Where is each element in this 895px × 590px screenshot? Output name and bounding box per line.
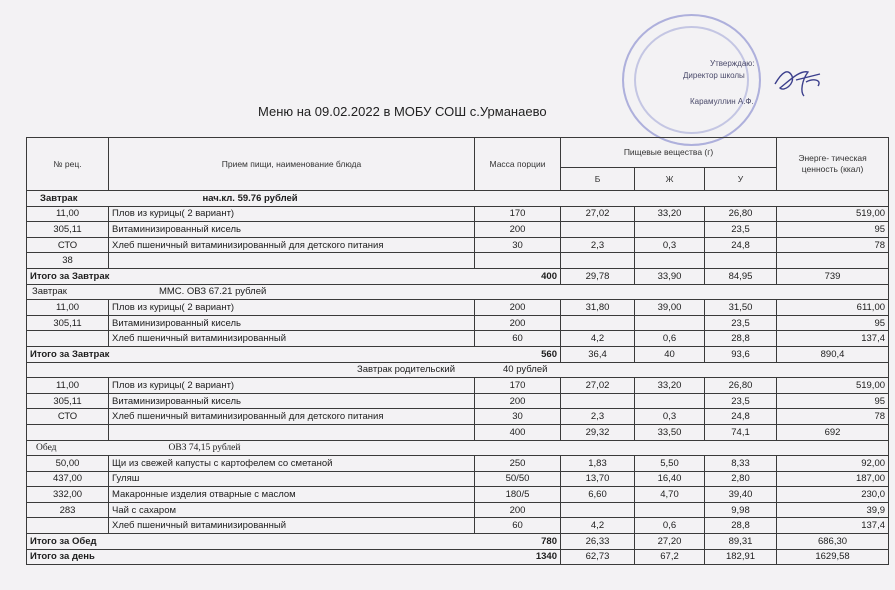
recipe-number: 283 xyxy=(27,502,109,518)
page-title: Меню на 09.02.2022 в МОБУ СОШ с.Урманаево xyxy=(258,104,547,119)
protein-value: 4,2 xyxy=(561,331,635,347)
total-row xyxy=(27,534,889,550)
dish-name: Витаминизированный кисель xyxy=(109,222,475,238)
recipe-number: 332,00 xyxy=(27,487,109,503)
approval-line-2: Директор школы xyxy=(683,71,745,80)
total-label-cell xyxy=(27,268,561,284)
section-header-cell xyxy=(27,284,889,300)
total-fat: 33,90 xyxy=(635,268,705,284)
recipe-number: 305,11 xyxy=(27,393,109,409)
carbs-value: 9,98 xyxy=(705,502,777,518)
total-energy: 739 xyxy=(777,268,889,284)
carbs-value: 24,8 xyxy=(705,409,777,425)
section-header-row xyxy=(27,284,889,300)
energy-value: 230,0 xyxy=(777,487,889,503)
section-price: ОВЗ 74,15 рублей xyxy=(168,442,241,453)
protein-value: 6,60 xyxy=(561,487,635,503)
carbs-value: 23,5 xyxy=(705,315,777,331)
protein-value: 27,02 xyxy=(561,378,635,394)
empty-cell xyxy=(109,424,475,440)
energy-value: 611,00 xyxy=(777,300,889,316)
total-carbs: 93,6 xyxy=(705,346,777,362)
portion-mass: 200 xyxy=(475,315,561,331)
total-carbs: 84,95 xyxy=(705,268,777,284)
energy-value: 137,4 xyxy=(777,331,889,347)
portion-mass: 250 xyxy=(475,456,561,472)
protein-value: 2,3 xyxy=(561,237,635,253)
fat-value: 39,00 xyxy=(635,300,705,316)
energy-value: 95 xyxy=(777,315,889,331)
table-row xyxy=(27,253,889,269)
fat-value: 5,50 xyxy=(635,456,705,472)
portion-mass: 30 xyxy=(475,409,561,425)
total-fat: 67,2 xyxy=(635,549,705,565)
energy-value: 187,00 xyxy=(777,471,889,487)
total-label: Итого за Обед xyxy=(30,535,97,547)
total-row xyxy=(27,346,889,362)
total-label-cell xyxy=(27,346,561,362)
portion-mass: 200 xyxy=(475,393,561,409)
fat-value: 4,70 xyxy=(635,487,705,503)
table-row xyxy=(27,471,889,487)
total-energy: 1629,58 xyxy=(777,549,889,565)
protein-value: 31,80 xyxy=(561,300,635,316)
fat-value xyxy=(635,315,705,331)
dish-name: Чай с сахаром xyxy=(109,502,475,518)
portion-mass: 30 xyxy=(475,237,561,253)
fat-value: 0,3 xyxy=(635,237,705,253)
total-fat: 27,20 xyxy=(635,534,705,550)
total-label: Итого за Завтрак xyxy=(30,270,110,282)
total-mass: 560 xyxy=(541,348,557,360)
section-header-cell xyxy=(27,191,889,207)
carbs-value: 28,8 xyxy=(705,518,777,534)
portion-mass: 180/5 xyxy=(475,487,561,503)
recipe-number: 11,00 xyxy=(27,378,109,394)
recipe-number: 11,00 xyxy=(27,300,109,316)
portion-mass: 200 xyxy=(475,300,561,316)
section-label: Завтрак xyxy=(32,286,67,298)
energy-value: 78 xyxy=(777,237,889,253)
section-price: ММС. ОВЗ 67.21 рублей xyxy=(158,286,267,298)
fat-value: 33,20 xyxy=(635,378,705,394)
recipe-number: СТО xyxy=(27,409,109,425)
protein-value xyxy=(561,253,635,269)
total-label: Итого за день xyxy=(30,551,95,563)
header-dish: Прием пищи, наименование блюда xyxy=(109,138,475,191)
energy-value: 519,00 xyxy=(777,206,889,222)
header-carbs: У xyxy=(705,168,777,191)
portion-mass: 200 xyxy=(475,222,561,238)
recipe-number: 50,00 xyxy=(27,456,109,472)
header-mass: Масса порции xyxy=(475,138,561,191)
dish-name: Плов из курицы( 2 вариант) xyxy=(109,300,475,316)
header-energy: Энерге- тическая ценность (ккал) xyxy=(777,138,889,191)
protein-value: 13,70 xyxy=(561,471,635,487)
table-row xyxy=(27,518,889,534)
dish-name: Гуляш xyxy=(109,471,475,487)
carbs-value: 39,40 xyxy=(705,487,777,503)
dish-name: Макаронные изделия отварные с маслом xyxy=(109,487,475,503)
approval-line-3: Карамуллин А.Ф. xyxy=(690,97,754,106)
subtotal-carbs: 74,1 xyxy=(705,424,777,440)
total-protein: 26,33 xyxy=(561,534,635,550)
fat-value: 33,20 xyxy=(635,206,705,222)
table-row xyxy=(27,502,889,518)
protein-value xyxy=(561,502,635,518)
recipe-number xyxy=(27,518,109,534)
protein-value xyxy=(561,222,635,238)
portion-mass: 60 xyxy=(475,518,561,534)
fat-value xyxy=(635,502,705,518)
total-mass: 400 xyxy=(541,270,557,282)
dish-name: Витаминизированный кисель xyxy=(109,315,475,331)
director-signature xyxy=(770,62,830,102)
section-label: Завтрак родительский xyxy=(357,364,456,376)
section-price: нач.кл. 59.76 рублей xyxy=(202,192,298,204)
total-label-cell xyxy=(27,534,561,550)
section-header-row xyxy=(27,362,889,378)
table-row xyxy=(27,222,889,238)
total-label: Итого за Завтрак xyxy=(30,348,110,360)
carbs-value: 2,80 xyxy=(705,471,777,487)
total-label-cell xyxy=(27,549,561,565)
carbs-value: 26,80 xyxy=(705,206,777,222)
carbs-value: 23,5 xyxy=(705,222,777,238)
table-row xyxy=(27,393,889,409)
total-row xyxy=(27,549,889,565)
subtotal-mass: 400 xyxy=(475,424,561,440)
dish-name: Плов из курицы( 2 вариант) xyxy=(109,206,475,222)
table-row xyxy=(27,487,889,503)
recipe-number: 305,11 xyxy=(27,222,109,238)
recipe-number: 305,11 xyxy=(27,315,109,331)
table-row xyxy=(27,456,889,472)
fat-value xyxy=(635,253,705,269)
energy-value: 39,9 xyxy=(777,502,889,518)
protein-value xyxy=(561,315,635,331)
total-protein: 62,73 xyxy=(561,549,635,565)
total-protein: 29,78 xyxy=(561,268,635,284)
subtotal-fat: 33,50 xyxy=(635,424,705,440)
carbs-value: 8,33 xyxy=(705,456,777,472)
portion-mass: 60 xyxy=(475,331,561,347)
dish-name: Хлеб пшеничный витаминизированный для детского питания xyxy=(109,409,475,425)
empty-cell xyxy=(27,424,109,440)
carbs-value: 23,5 xyxy=(705,393,777,409)
dish-name: Щи из свежей капусты с картофелем со сметаной xyxy=(109,456,475,472)
fat-value: 16,40 xyxy=(635,471,705,487)
total-energy: 686,30 xyxy=(777,534,889,550)
recipe-number: 38 xyxy=(27,253,109,269)
protein-value: 2,3 xyxy=(561,409,635,425)
total-carbs: 89,31 xyxy=(705,534,777,550)
subtotal-energy: 692 xyxy=(777,424,889,440)
fat-value: 0,6 xyxy=(635,331,705,347)
protein-value: 4,2 xyxy=(561,518,635,534)
section-price: 40 рублей xyxy=(503,364,548,376)
portion-mass: 170 xyxy=(475,378,561,394)
dish-name: Хлеб пшеничный витаминизированный для детского питания xyxy=(109,237,475,253)
fat-value: 0,6 xyxy=(635,518,705,534)
header-rec: № рец. xyxy=(27,138,109,191)
energy-value: 95 xyxy=(777,222,889,238)
energy-value: 95 xyxy=(777,393,889,409)
table-row xyxy=(27,300,889,316)
total-fat: 40 xyxy=(635,346,705,362)
section-header-cell xyxy=(27,440,889,456)
dish-name: Хлеб пшеничный витаминизированный xyxy=(109,518,475,534)
section-label: Обед xyxy=(36,442,57,453)
dish-name xyxy=(109,253,475,269)
total-carbs: 182,91 xyxy=(705,549,777,565)
recipe-number: 11,00 xyxy=(27,206,109,222)
fat-value xyxy=(635,393,705,409)
section-header-row xyxy=(27,440,889,456)
header-fat: Ж xyxy=(635,168,705,191)
protein-value: 27,02 xyxy=(561,206,635,222)
table-row xyxy=(27,331,889,347)
energy-value: 92,00 xyxy=(777,456,889,472)
table-row xyxy=(27,378,889,394)
portion-mass: 170 xyxy=(475,206,561,222)
dish-name: Хлеб пшеничный витаминизированный xyxy=(109,331,475,347)
carbs-value: 28,8 xyxy=(705,331,777,347)
fat-value: 0,3 xyxy=(635,409,705,425)
recipe-number xyxy=(27,331,109,347)
energy-value: 519,00 xyxy=(777,378,889,394)
total-row xyxy=(27,268,889,284)
energy-value: 78 xyxy=(777,409,889,425)
total-energy: 890,4 xyxy=(777,346,889,362)
table-row xyxy=(27,315,889,331)
total-mass: 780 xyxy=(541,535,557,547)
total-mass: 1340 xyxy=(535,551,557,563)
protein-value xyxy=(561,393,635,409)
carbs-value xyxy=(705,253,777,269)
header-protein: Б xyxy=(561,168,635,191)
protein-value: 1,83 xyxy=(561,456,635,472)
portion-mass: 50/50 xyxy=(475,471,561,487)
table-row xyxy=(27,409,889,425)
approval-line-1: Утверждаю: xyxy=(710,59,755,68)
carbs-value: 31,50 xyxy=(705,300,777,316)
table-body xyxy=(27,191,889,565)
table-row xyxy=(27,237,889,253)
section-header-row xyxy=(27,191,889,207)
portion-mass xyxy=(475,253,561,269)
energy-value: 137,4 xyxy=(777,518,889,534)
table-row xyxy=(27,206,889,222)
carbs-value: 24,8 xyxy=(705,237,777,253)
recipe-number: СТО xyxy=(27,237,109,253)
section-header-cell xyxy=(27,362,889,378)
total-protein: 36,4 xyxy=(561,346,635,362)
menu-table xyxy=(26,137,889,565)
fat-value xyxy=(635,222,705,238)
subtotal-row xyxy=(27,424,889,440)
table-header xyxy=(27,138,889,191)
subtotal-protein: 29,32 xyxy=(561,424,635,440)
dish-name: Плов из курицы( 2 вариант) xyxy=(109,378,475,394)
carbs-value: 26,80 xyxy=(705,378,777,394)
header-nutrients: Пищевые вещества (г) xyxy=(561,138,777,168)
portion-mass: 200 xyxy=(475,502,561,518)
dish-name: Витаминизированный кисель xyxy=(109,393,475,409)
energy-value xyxy=(777,253,889,269)
section-label: Завтрак xyxy=(40,192,78,204)
recipe-number: 437,00 xyxy=(27,471,109,487)
